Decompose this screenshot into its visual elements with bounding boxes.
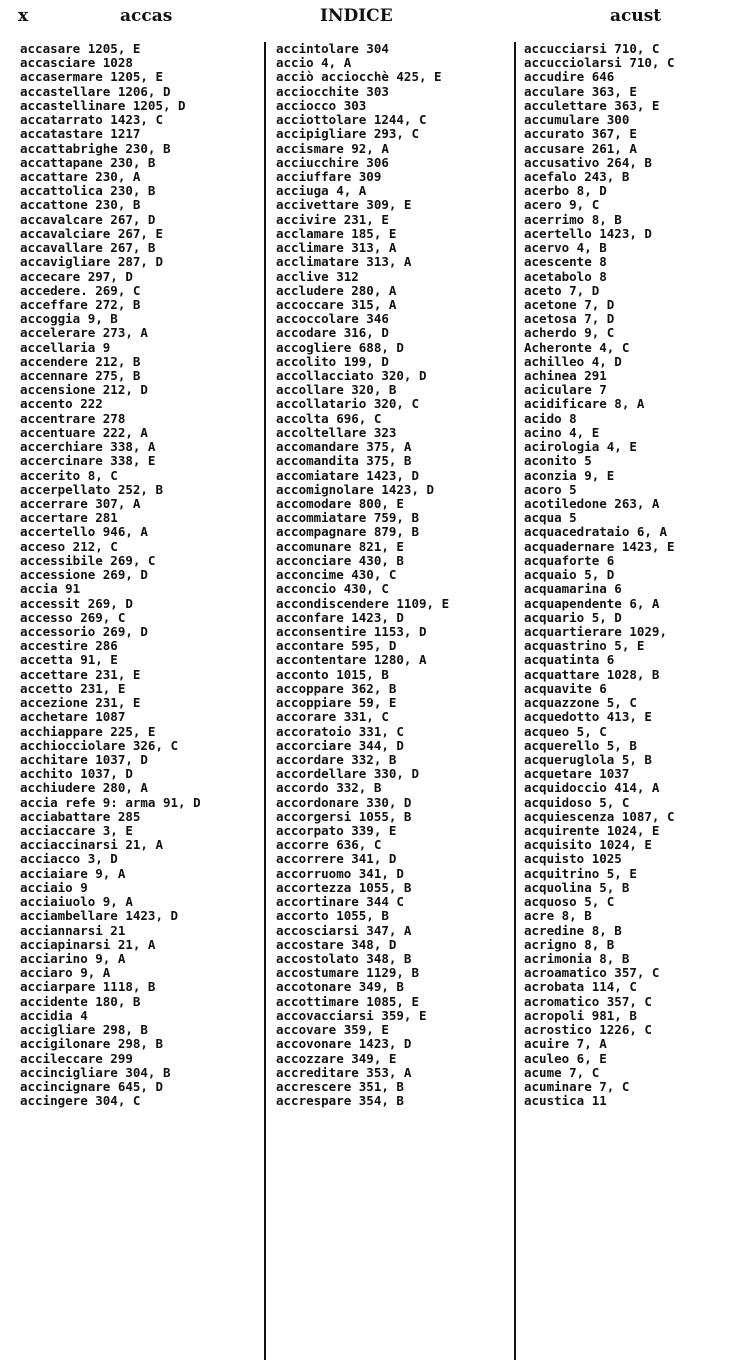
index-entry: accavigliare 287, D [20,254,163,270]
index-entry: accattare 230, A [20,168,141,184]
index-entry: accavallare 267, B [20,240,156,256]
index-entry: accurato 367, E [524,126,637,142]
index-entry: accoggia 9, B [20,311,118,327]
index-entry: accavalcare 267, D [20,211,156,227]
index-entry: accattapane 230, B [20,154,156,170]
index-entry: acciocchite 303 [276,83,389,99]
index-entry: accertare 281 [20,510,118,526]
index-entry: acciucchire 306 [276,154,389,170]
index-entry: acqueo 5, C [524,723,607,739]
index-entry: acerbo 8, D [524,183,607,199]
index-entry: accrescere 351, B [276,1078,404,1094]
index-entry: acquidoccio 414, A [524,780,660,796]
index-entry: acchito 1037, D [20,766,133,782]
index-entry: accorto 1055, B [276,908,389,924]
index-entry: accovacciarsi 359, E [276,1007,427,1023]
index-entry: acciarpare 1118, B [20,979,156,995]
index-entry: acconfare 1423, D [276,609,404,625]
index-entry: accasciare 1028 [20,55,133,71]
index-column-3 [524,42,746,1108]
index-entry: acherdo 9, C [524,325,615,341]
index-entry: accintolare 304 [276,42,389,56]
index-entry: acume 7, C [524,1064,600,1080]
index-entry: acciabattare 285 [20,808,141,824]
index-entry: accidente 180, B [20,993,141,1009]
index-entry: acciaccare 3, E [20,823,133,839]
index-entry: acciaio 9 [20,879,88,895]
index-entry: accensione 212, D [20,382,148,398]
index-entry: accedere. 269, C [20,282,141,298]
index-entry: acconto 1015, B [276,666,389,682]
index-entry: accorruomo 341, D [276,865,404,881]
index-entry: accigliare 298, B [20,1022,148,1038]
index-entry: acceso 212, C [20,538,118,554]
index-entry: acotiledone 263, A [524,496,660,511]
index-entry: acustica 11 [524,1093,607,1109]
index-entry: acquapendente 6, A [524,595,660,611]
index-entry: accontare 595, D [276,638,397,654]
index-entry: acuminare 7, C [524,1078,630,1094]
index-entry: acido 8 [524,410,577,426]
index-entry: accoccare 315, A [276,296,397,312]
index-entry: accoppare 362, B [276,680,397,696]
index-entry: aculeo 6, E [524,1050,607,1066]
index-entry: acconcime 430, C [276,567,397,583]
index-entry: accia 91 [20,581,81,597]
index-entry: accattone 230, B [20,197,141,213]
index-entry: acciuffare 309 [276,168,382,184]
index-entry: accordellare 330, D [276,766,419,782]
index-entry: acquedotto 413, E [524,709,652,725]
index-entry: acciò acciocchè 425, E [276,69,442,85]
index-entry: acculettare 363, E [524,97,660,113]
index-entry: accessorio 269, D [20,623,148,639]
column-divider [514,42,516,1360]
index-entry: acromatico 357, C [524,993,652,1009]
index-entry: aciculare 7 [524,382,607,398]
index-entry: accertello 946, A [20,524,148,540]
index-entry: accattolica 230, B [20,183,156,199]
index-entry: accondiscendere 1109, E [276,595,450,611]
index-entry: acrigno 8, B [524,936,615,952]
index-entry: accomiatare 1423, D [276,467,419,483]
index-entry: aceto 7, D [524,282,600,298]
index-entry: acropoli 981, B [524,1007,637,1023]
index-entry: acirologia 4, E [524,439,637,455]
index-entry: accoccolare 346 [276,311,389,327]
index-entry: accigilonare 298, B [20,1036,163,1052]
index-entry: accorpato 339, E [276,823,397,839]
index-entry: acino 4, E [524,424,600,440]
index-entry: acertello 1423, D [524,225,652,241]
index-entry: accordo 332, B [276,780,382,796]
index-entry: acciaccinarsi 21, A [20,837,163,853]
index-entry: acconciare 430, B [276,552,404,568]
index-entry: acquazzone 5, C [524,695,637,711]
index-entry: accivire 231, E [276,211,389,227]
index-entry: acquidoso 5, C [524,794,630,810]
index-entry: acqua 5 [524,510,577,526]
index-column-1 [20,42,260,1108]
index-entry: accasermare 1205, E [20,69,163,85]
index-entry: acefalo 243, B [524,168,630,184]
index-entry: accastellinare 1205, D [20,97,186,113]
index-entry: accortinare 344 C [276,894,404,910]
index-entry: Acheronte 4, C [524,339,630,355]
index-entry: acoro 5 [524,481,577,497]
index-entry: acquolina 5, B [524,879,630,895]
index-entry: acuire 7, A [524,1036,607,1052]
index-column-2 [276,42,512,1108]
index-entry: acciambellare 1423, D [20,908,179,924]
index-entry: acclamare 185, E [276,225,397,241]
index-entry: acciarino 9, A [20,951,126,966]
index-entry: accolito 199, D [276,353,389,369]
index-entry: acquartierare 1029, [524,623,667,639]
index-entry: acquoso 5, C [524,894,615,910]
index-entry: accogliere 688, D [276,339,404,355]
index-entry: acre 8, B [524,908,592,924]
index-entry: acciocco 303 [276,97,367,113]
index-entry: accercinare 338, E [20,453,156,469]
index-entry: accorrere 341, D [276,851,397,867]
index-entry: acetabolo 8 [524,268,607,284]
index-entry: acquadernare 1423, E [524,538,675,554]
index-entry: accoltellare 323 [276,424,397,440]
index-entry: acquaio 5, D [524,567,615,583]
index-entry: acquatinta 6 [524,652,615,668]
index-entry: accettare 231, E [20,666,141,682]
index-entry: acchiappare 225, E [20,723,156,739]
index-entry: accestire 286 [20,638,118,654]
index-entry: accomandare 375, A [276,439,412,455]
index-entry: acerrimo 8, B [524,211,622,227]
index-entry: accovonare 1423, D [276,1036,412,1052]
index-entry: accomodare 800, E [276,496,404,511]
index-entry: accomignolare 1423, D [276,481,435,497]
index-entry: accerrare 307, A [20,496,141,511]
index-entry: accollacciato 320, D [276,368,427,384]
index-entry: acquisito 1024, E [524,837,652,853]
index-entry: accludere 280, A [276,282,397,298]
index-entry: acetosa 7, D [524,311,615,327]
index-entry: acciottolare 1244, C [276,112,427,128]
index-entry: accollatario 320, C [276,396,419,412]
index-entry: acquetare 1037 [524,766,630,782]
index-entry: acquirente 1024, E [524,823,660,839]
index-entry: acquattare 1028, B [524,666,660,682]
index-entry: acidificare 8, A [524,396,645,412]
index-entry: accasare 1205, E [20,42,141,56]
index-entry: accovare 359, E [276,1022,389,1038]
index-entry: accerpellato 252, B [20,481,163,497]
index-entry: accastellare 1206, D [20,83,171,99]
index-entry: accucciarsi 710, C [524,42,660,56]
index-entry: accorare 331, C [276,709,389,725]
index-entry: accipigliare 293, C [276,126,419,142]
index-entry: aconzia 9, E [524,467,615,483]
index-entry: accumulare 300 [524,112,630,128]
index-entry: accatastare 1217 [20,126,141,142]
index-entry: accordonare 330, D [276,794,412,810]
index-entry: acetone 7, D [524,296,615,312]
index-entry: accozzare 349, E [276,1050,397,1066]
index-entry: acquiescenza 1087, C [524,808,675,824]
index-entry: accatarrato 1423, C [20,112,163,128]
index-entry: acciapinarsi 21, A [20,936,156,952]
index-entry: acciacco 3, D [20,851,118,867]
index-entry: acchiudere 280, A [20,780,148,796]
index-entry: acquisto 1025 [524,851,622,867]
index-entry: acquaforte 6 [524,552,615,568]
index-entry: accusare 261, A [524,140,637,156]
index-entry: accavalciare 267, E [20,225,163,241]
index-entry: accessione 269, D [20,567,148,583]
index-entry: acquitrino 5, E [524,865,637,881]
index-entry: acclive 312 [276,268,359,284]
index-entry: acquavite 6 [524,680,607,696]
index-entry: acredine 8, B [524,922,622,938]
index-entry: acciaiuolo 9, A [20,894,133,910]
left-guide-word: accas [120,6,173,26]
index-entry: accessit 269, D [20,595,133,611]
index-entry: acrimonia 8, B [524,951,630,966]
index-entry: accismare 92, A [276,140,389,156]
index-entry: accileccare 299 [20,1050,133,1066]
index-entry: accingere 304, C [20,1093,141,1109]
index-entry: accucciolarsi 710, C [524,55,675,71]
index-entry: accomandita 375, B [276,453,412,469]
index-entry: acciaiare 9, A [20,865,126,881]
index-entry: accoratoio 331, C [276,723,404,739]
index-entry: acrostico 1226, C [524,1022,652,1038]
index-entry: acrobata 114, C [524,979,637,995]
index-entry: accomunare 821, E [276,538,404,554]
index-entry: acchetare 1087 [20,709,126,725]
index-entry: accia refe 9: arma 91, D [20,794,201,810]
index-entry: accivettare 309, E [276,197,412,213]
index-entry: accollare 320, B [276,382,397,398]
index-entry: accorciare 344, D [276,737,404,753]
index-entry: accecare 297, D [20,268,133,284]
index-entry: achilleo 4, D [524,353,622,369]
index-entry: accordare 332, B [276,751,397,767]
index-entry: accellaria 9 [20,339,111,355]
index-entry: acescente 8 [524,254,607,270]
index-entry: acquastrino 5, E [524,638,645,654]
index-entry: acciuga 4, A [276,183,367,199]
index-entry: accetta 91, E [20,652,118,668]
index-entry: accerchiare 338, A [20,439,156,455]
index-entry: accidia 4 [20,1007,88,1023]
index-entry: accolta 696, C [276,410,382,426]
index-entry: accio 4, A [276,55,352,71]
index-entry: accesso 269, C [20,609,126,625]
index-entry: accentuare 222, A [20,424,148,440]
right-guide-word: acust [610,6,662,26]
index-entry: aconito 5 [524,453,592,469]
index-entry: accusativo 264, B [524,154,652,170]
index-entry: acero 9, C [524,197,600,213]
index-entry: accrespare 354, B [276,1093,404,1109]
index-entry: acchitare 1037, D [20,751,148,767]
index-entry: accerito 8, C [20,467,118,483]
index-entry: accudire 646 [524,69,615,85]
index-entry: accostolato 348, B [276,951,412,966]
index-entry: acquamarina 6 [524,581,622,597]
index-entry: accostare 348, D [276,936,397,952]
column-divider [264,42,266,1360]
index-entry: accezione 231, E [20,695,141,711]
index-entry: acquario 5, D [524,609,622,625]
index-entry: acclimare 313, A [276,240,397,256]
index-entry: acciaro 9, A [20,965,111,981]
index-entry: acconcio 430, C [276,581,389,597]
index-entry: acroamatico 357, C [524,965,660,981]
index-entry: acchiocciolare 326, C [20,737,179,753]
index-entry: accento 222 [20,396,103,412]
index-entry: acqueruglola 5, B [524,751,652,767]
index-entry: acervo 4, B [524,240,607,256]
index-entry: accommiatare 759, B [276,510,419,526]
index-entry: accorre 636, C [276,837,382,853]
index-entry: accendere 212, B [20,353,141,369]
index-entry: accompagnare 879, B [276,524,419,540]
page-header [0,0,748,36]
index-entry: acceffare 272, B [20,296,141,312]
index-entry: accostumare 1129, B [276,965,419,981]
index-entry: accreditare 353, A [276,1064,412,1080]
index-entry: acculare 363, E [524,83,637,99]
index-entry: accottimare 1085, E [276,993,419,1009]
index-entry: accentrare 278 [20,410,126,426]
index-entry: acciannarsi 21 [20,922,126,938]
index-entry: accorgersi 1055, B [276,808,412,824]
index-entry: achinea 291 [524,368,607,384]
index-entry: accoppiare 59, E [276,695,397,711]
index-entry: acclimatare 313, A [276,254,412,270]
index-title: INDICE [320,6,393,26]
index-entry: accetto 231, E [20,680,126,696]
index-entry: accotonare 349, B [276,979,404,995]
index-entry: accosciarsi 347, A [276,922,412,938]
index-entry: accodare 316, D [276,325,389,341]
index-entry: acconsentire 1153, D [276,623,427,639]
index-entry: accortezza 1055, B [276,879,412,895]
index-entry: accincigliare 304, B [20,1064,171,1080]
index-entry: accattabrighe 230, B [20,140,171,156]
index-entry: accincignare 645, D [20,1078,163,1094]
index-entry: accelerare 273, A [20,325,148,341]
index-entry: accennare 275, B [20,368,141,384]
index-entry: acquerello 5, B [524,737,637,753]
index-entry: accontentare 1280, A [276,652,427,668]
page-marker: x [18,6,29,26]
index-entry: accessibile 269, C [20,552,156,568]
index-entry: acquacedrataio 6, A [524,524,667,540]
